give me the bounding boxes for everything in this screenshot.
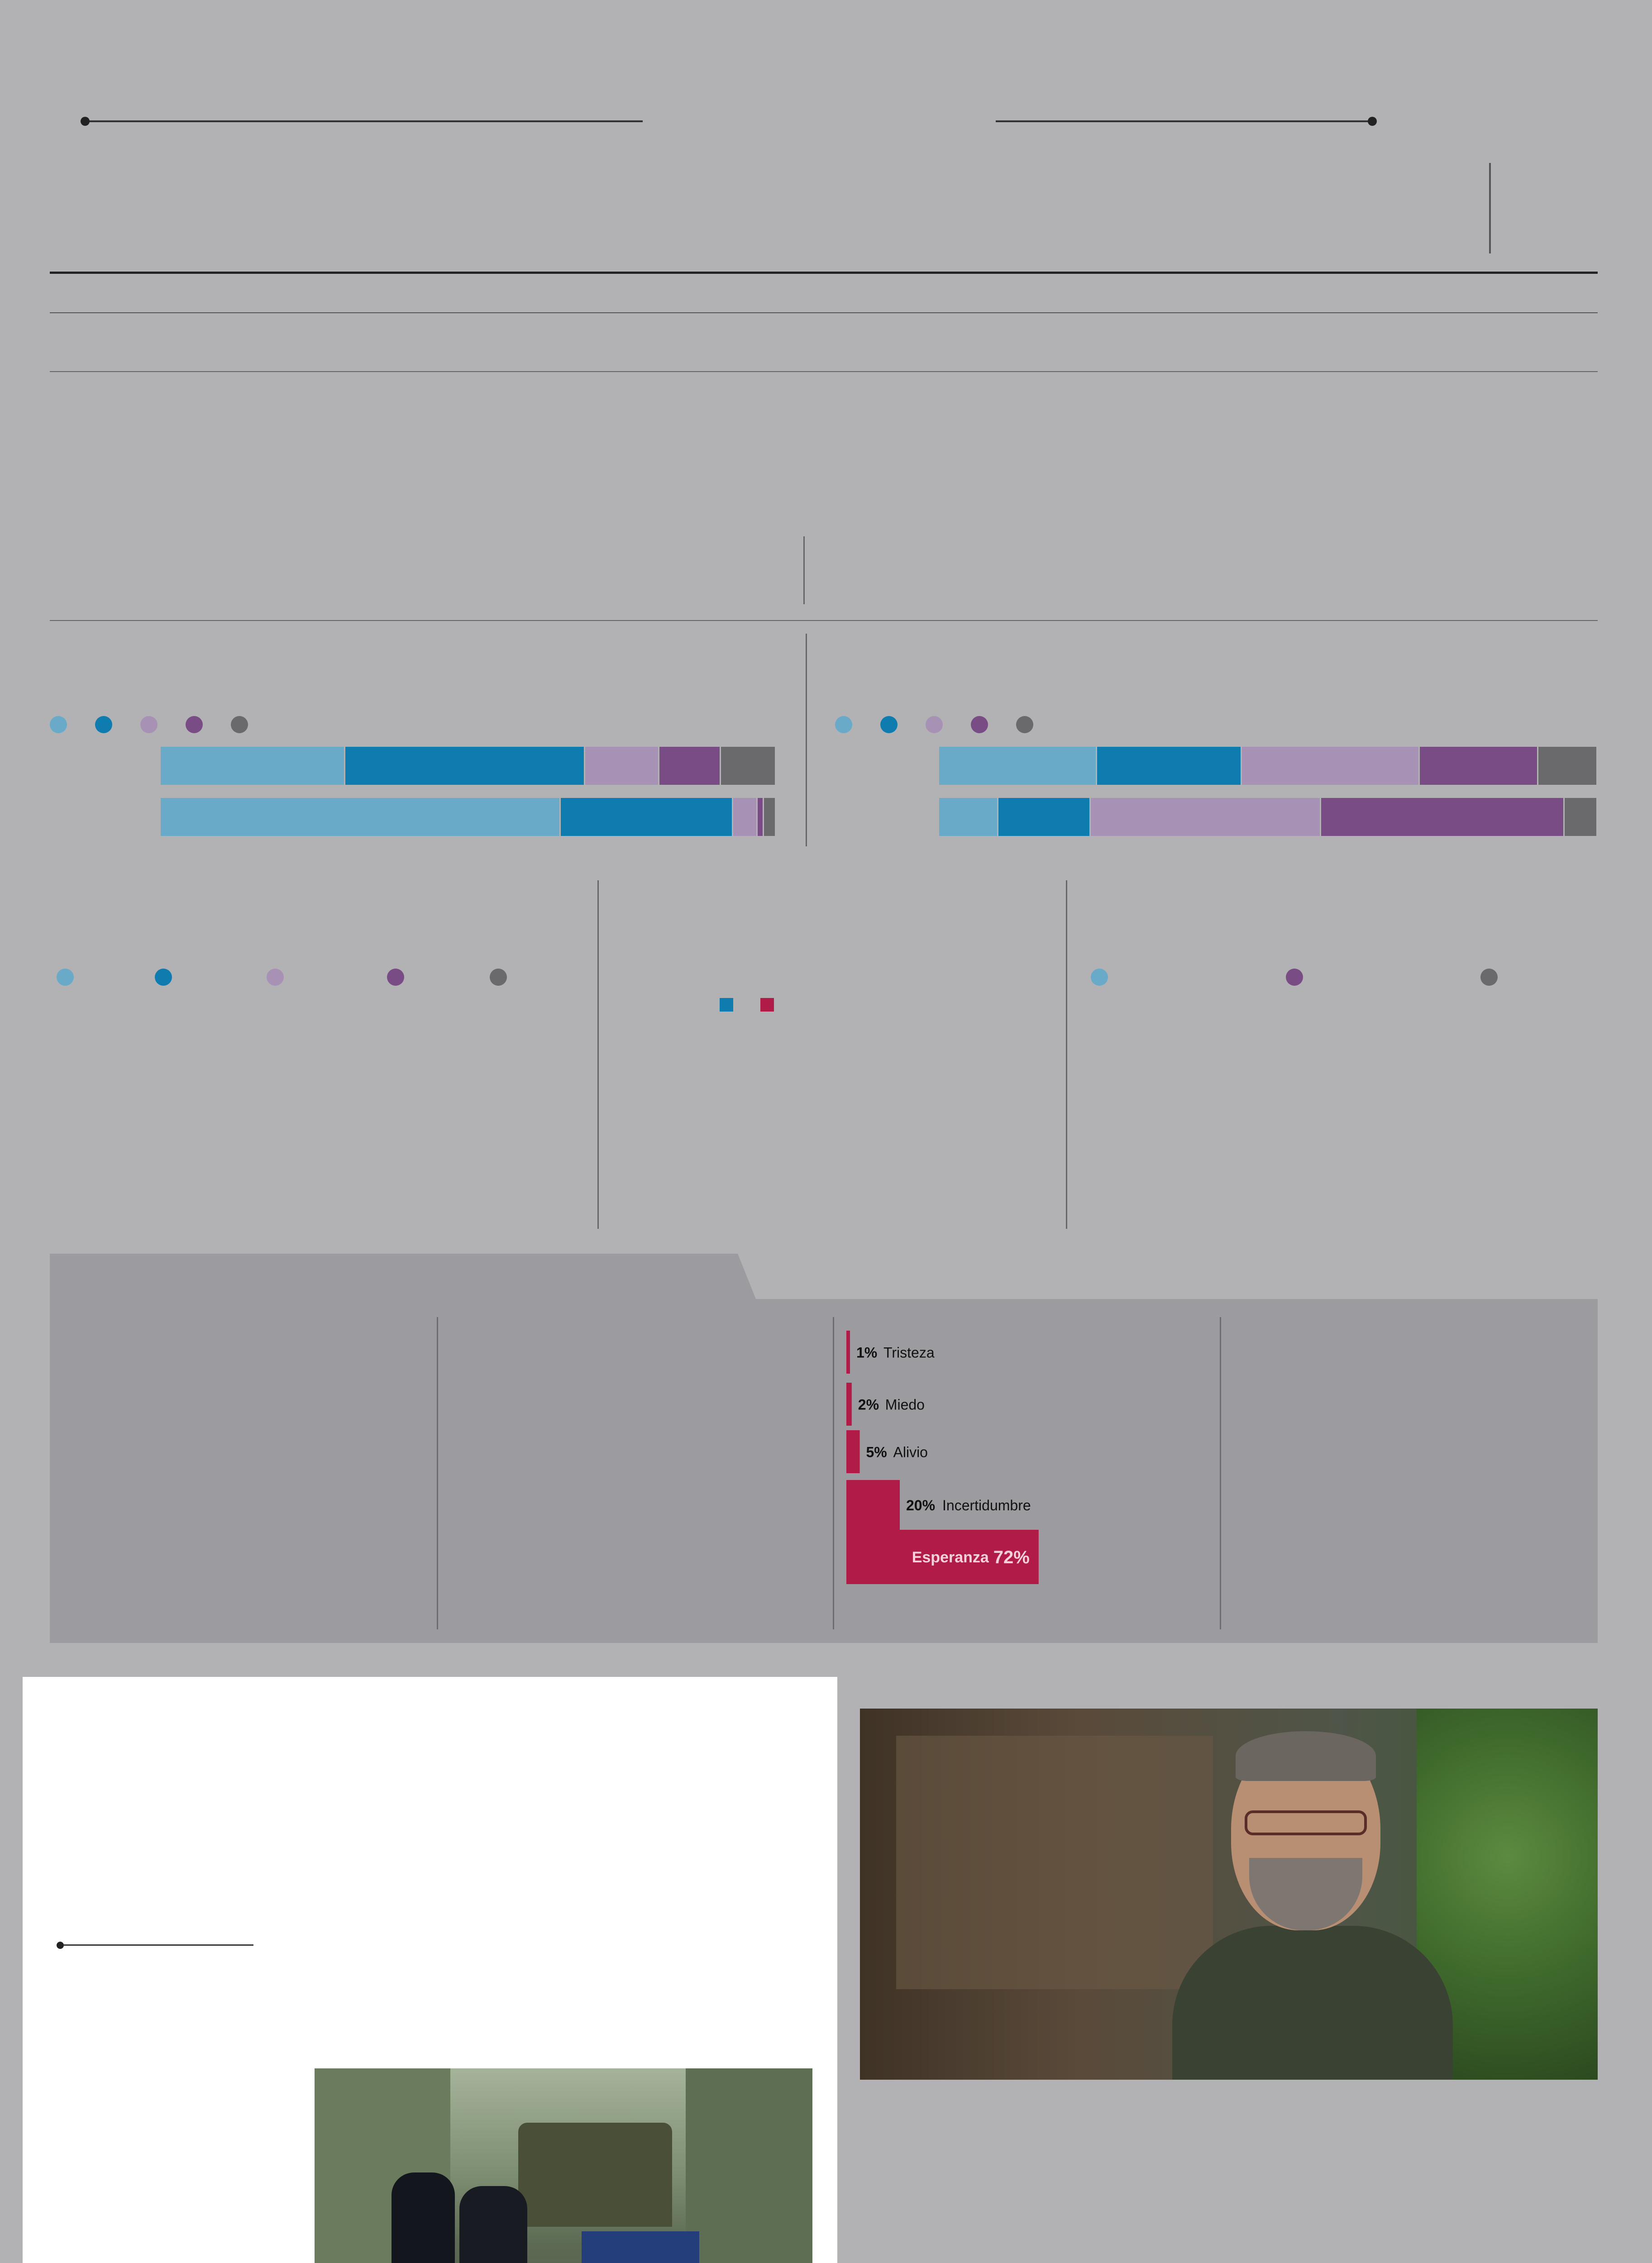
masthead-dot-right [1368,117,1377,126]
legend-swatch [1286,969,1303,986]
influira-legend [720,998,799,1014]
legend-swatch [971,716,988,733]
photo-person-hair [1236,1731,1376,1781]
photo-officer [392,2172,455,2263]
legend-de-acuerdo [880,716,904,733]
legend-venezolanos [760,998,779,1012]
sentimiento-category-label: Tristeza [883,1344,935,1361]
legend-swatch [926,716,943,733]
legend-swatch [140,716,158,733]
kast-donut-charts [45,1014,602,1249]
bar-seg [659,747,721,785]
sentimiento-value: 1% [856,1344,878,1361]
bar-seg [1242,747,1420,785]
legend-swatch [835,716,852,733]
photo-person-body [1172,1926,1453,2080]
legend-swatch [720,998,733,1012]
legend-swatch [760,998,774,1012]
respaldo-bar-chilenos [161,747,776,785]
legend-no-sabe [490,969,571,986]
boric-bar-chilenos [939,747,1598,785]
legend-no-sabe [1480,969,1582,986]
legend-swatch [57,969,74,986]
influira-divider-left [597,880,599,1229]
legend-no-sabe [231,716,254,733]
sentimiento-value: 72% [993,1547,1030,1567]
legend-muy-de-acuerdo [57,969,147,986]
photo-truck [518,2123,672,2227]
masthead [50,91,1598,308]
sentimiento-value: 5% [866,1444,887,1461]
bar-seg [758,798,764,836]
bar-seg [1565,798,1598,836]
bar-seg [733,798,758,836]
respaldo-bar-venezolanos [161,798,776,836]
respaldo-legend [50,716,774,735]
democracia-donut-charts [1086,1014,1607,1249]
masthead-dot-left [81,117,90,126]
democracia-legend [1091,969,1602,986]
rule-under-dateline [50,312,1598,313]
legend-swatch [95,716,112,733]
legend-swatch [186,716,203,733]
sentimiento-bar [846,1480,900,1530]
ojeda-dot [57,1942,64,1949]
bar-seg [1091,798,1321,836]
lead-deck-divider [803,536,805,604]
photo-tree [686,2068,812,2263]
legend-en-desacuerdo [926,716,949,733]
influira-divider-right [1066,880,1067,1229]
sentimiento-category-label: Miedo [885,1396,925,1413]
bar-seg [585,747,659,785]
bar-seg [1538,747,1598,785]
sentimiento-category-label: Alivio [893,1444,928,1461]
legend-en-desacuerdo [267,969,379,986]
exclusivas-divider-1 [437,1317,438,1629]
bar-seg [939,798,998,836]
legend-swatch [880,716,898,733]
legend-swatch [267,969,284,986]
bar-seg [161,747,345,785]
legend-muy-favor [50,716,73,733]
photo-officer [459,2186,527,2263]
photo-tent [582,2231,699,2263]
masthead-rule-right [996,120,1371,122]
sentimiento-category-label: Incertidumbre [942,1497,1031,1513]
photo-glasses [1245,1810,1367,1835]
bar-seg [1420,747,1538,785]
sentimiento-bar [846,1331,850,1374]
legend-swatch [490,969,507,986]
legend-soberania [1286,969,1476,986]
boric-legend [835,716,1604,735]
photo-window [896,1736,1213,1989]
exclusivas-divider-2 [833,1317,834,1629]
ojeda-rule [63,1944,253,1946]
bar-seg [998,798,1091,836]
sentimiento-bar [846,1383,852,1426]
estabilidad-chart [453,1412,815,1638]
legend-swatch [155,969,172,986]
legend-muy-en-desacuerdo [971,716,994,733]
boric-bar-venezolanos [939,798,1598,836]
bar-seg [939,747,1097,785]
exclusivas-divider-3 [1220,1317,1221,1629]
legend-chilenos [720,998,739,1012]
influira-bar-chart [600,869,1052,1245]
como-lo-viven-chart [68,1308,425,1625]
sentimiento-value: 20% [906,1497,936,1513]
legend-muy-de-acuerdo [835,716,859,733]
legend-favor [95,716,119,733]
barrera-photo [860,1709,1598,2080]
legend-muy-contra [186,716,209,733]
legend-swatch [50,716,67,733]
legend-contra [140,716,164,733]
masthead-rule-bottom [50,272,1598,274]
legend-swatch [1091,969,1108,986]
legend-swatch [1480,969,1498,986]
sentimiento-category-label: Esperanza [912,1549,989,1566]
legend-no-sabe [1016,716,1040,733]
legend-muy-en-desacuerdo [387,969,482,986]
bar-seg [764,798,776,836]
bar-seg [561,798,733,836]
bar-seg [1097,747,1242,785]
legend-swatch [1016,716,1033,733]
legend-swatch [231,716,248,733]
rule-above-lead [50,371,1598,372]
ojeda-photo [315,2068,812,2263]
bar-seg [345,747,585,785]
legend-de-acuerdo [155,969,258,986]
legend-democracia [1091,969,1281,986]
sentimiento-chart [842,1317,1218,1634]
section-divider [1489,163,1491,253]
sentimiento-bar [846,1430,860,1473]
kast-legend [57,969,591,986]
regresaria-chart [1227,1412,1593,1638]
bar-seg [721,747,776,785]
bar-seg [161,798,561,836]
rule-under-deck [50,620,1598,621]
top-charts-divider [806,634,807,846]
sentimiento-value: 2% [858,1396,879,1413]
bar-seg [1321,798,1565,836]
legend-swatch [387,969,404,986]
ojeda-column-1 [68,2100,306,2263]
masthead-rule-left [86,120,643,122]
